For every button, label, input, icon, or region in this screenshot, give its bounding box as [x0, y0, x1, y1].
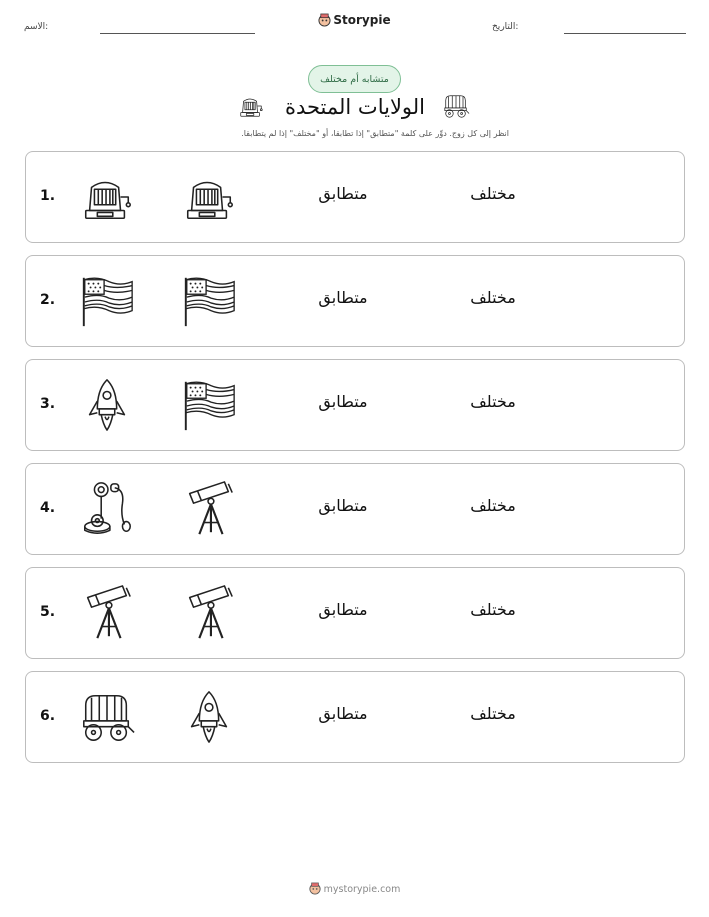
date-line[interactable]: [564, 33, 686, 34]
different-option[interactable]: مختلف: [470, 496, 516, 515]
american-flag-icon: [180, 376, 238, 434]
instructions: انظر إلى كل زوج. دوِّر على كلمة "متطابق" إذا تطابقا، أو "مختلف" إذا لم يتطابقا.: [241, 129, 509, 138]
covered-wagon-icon: [440, 92, 472, 120]
footer-url: mystorypie.com: [323, 884, 401, 895]
row-number: 4.: [40, 500, 56, 516]
row-number: 1.: [40, 188, 56, 204]
exercise-row: [25, 567, 685, 659]
cash-register-icon: [236, 92, 266, 120]
american-flag-icon: [78, 272, 136, 330]
cash-register-icon: [180, 168, 238, 226]
same-option[interactable]: متطابق: [318, 288, 368, 307]
different-option[interactable]: مختلف: [470, 288, 516, 307]
cash-register-icon: [78, 168, 136, 226]
exercise-row: [25, 255, 685, 347]
exercise-row: [25, 463, 685, 555]
different-option[interactable]: مختلف: [470, 392, 516, 411]
worksheet-type-badge: متشابه أم مختلف: [308, 65, 401, 93]
same-option[interactable]: متطابق: [318, 184, 368, 203]
different-option[interactable]: مختلف: [470, 600, 516, 619]
exercise-row: [25, 671, 685, 763]
brand-name: Storypie: [333, 13, 391, 27]
rocket-icon: [180, 688, 238, 746]
footer: [0, 882, 709, 895]
same-option[interactable]: متطابق: [318, 600, 368, 619]
telescope-icon: [180, 480, 238, 538]
date-label: التاريخ:: [492, 22, 519, 32]
row-number: 6.: [40, 708, 56, 724]
different-option[interactable]: مختلف: [470, 704, 516, 723]
exercise-row: [25, 359, 685, 451]
storypie-logo-icon: [318, 13, 331, 27]
covered-wagon-icon: [78, 688, 136, 746]
storypie-logo-icon: [309, 882, 321, 895]
same-option[interactable]: متطابق: [318, 392, 368, 411]
different-option[interactable]: مختلف: [470, 184, 516, 203]
name-label: الاسم:: [24, 22, 49, 32]
brand: [0, 13, 709, 27]
telescope-icon: [78, 584, 136, 642]
candlestick-telephone-icon: [78, 480, 136, 538]
rocket-icon: [78, 376, 136, 434]
exercise-row: [25, 151, 685, 243]
telescope-icon: [180, 584, 238, 642]
name-line[interactable]: [100, 33, 255, 34]
row-number: 2.: [40, 292, 56, 308]
page-title: الولايات المتحدة: [284, 95, 426, 119]
same-option[interactable]: متطابق: [318, 496, 368, 515]
american-flag-icon: [180, 272, 238, 330]
same-option[interactable]: متطابق: [318, 704, 368, 723]
row-number: 5.: [40, 604, 56, 620]
row-number: 3.: [40, 396, 56, 412]
